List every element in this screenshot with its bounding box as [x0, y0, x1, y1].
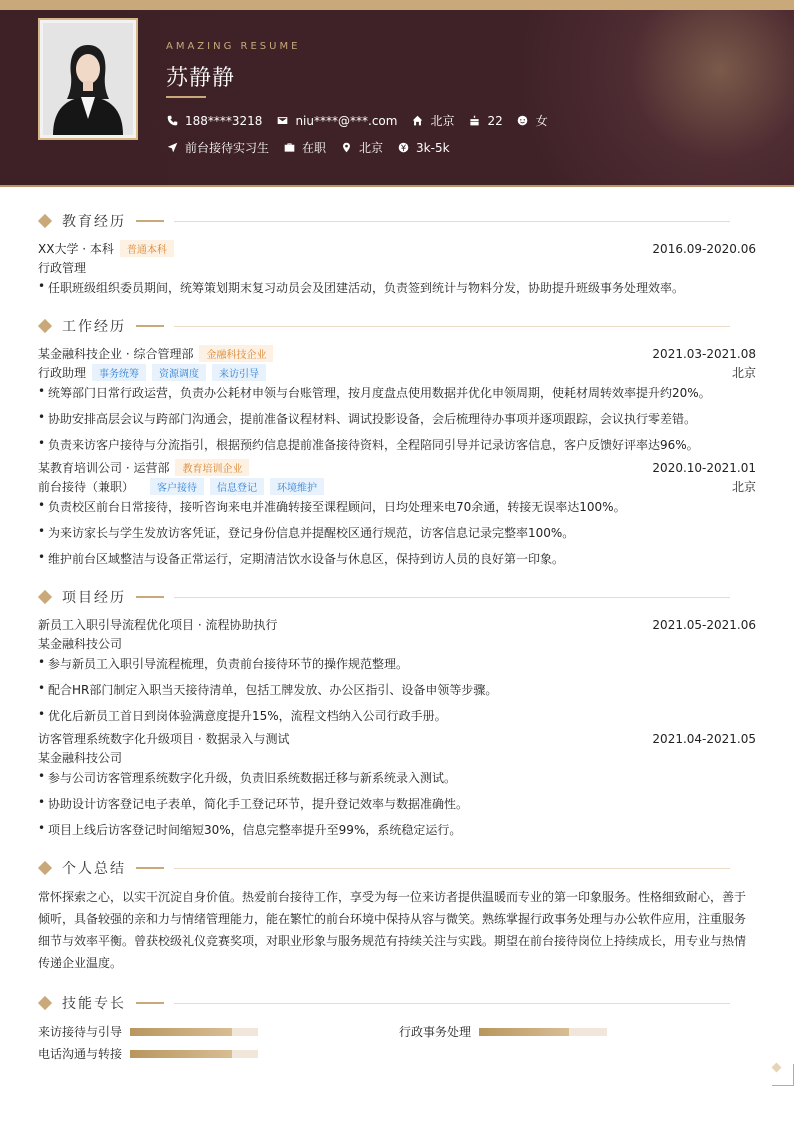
skill-name: 行政事务处理: [399, 1025, 472, 1039]
project-header: [38, 730, 756, 747]
project-title: 新员工入职引导流程优化项目 · 流程协助执行: [38, 618, 278, 632]
skill-tag: 来访引导: [212, 364, 266, 381]
skill-bar-fill: [130, 1028, 232, 1036]
title-divider-line: [174, 326, 730, 327]
section-label: 技能专长: [62, 996, 126, 1012]
title-divider-line: [174, 597, 730, 598]
work-city: 北京: [731, 480, 756, 494]
section-label: 教育经历: [62, 214, 126, 230]
section-label: 个人总结: [62, 861, 126, 877]
title-divider-line: [174, 1003, 730, 1004]
work-role-row: [38, 478, 756, 495]
intent-text: 在职: [302, 141, 327, 155]
project-title: 访客管理系统数字化升级项目 · 数据录入与测试: [38, 732, 290, 746]
contact-phone[interactable]: [166, 114, 262, 128]
work-role-row: [38, 364, 756, 381]
skill-item: [38, 1045, 258, 1062]
company-name: 某教育培训公司 · 运营部: [38, 461, 170, 475]
mail-icon: [276, 115, 288, 127]
diamond-icon: [38, 996, 52, 1010]
list-item: • 负责校区前台日常接待，接听咨询来电并准确转接至课程顾问，日均处理来电70余通，转接无误率达100%。: [38, 498, 626, 514]
work-city: 北京: [731, 366, 756, 380]
gender-icon: [517, 115, 529, 127]
section-title-skills: [38, 994, 730, 1012]
list-item: • 协助安排高层会议与跨部门沟通会，提前准备议程材料、调试投影设备，会后梳理待办事项并逐项跟踪，会议执行零差错。: [38, 410, 697, 426]
section-label: 工作经历: [62, 319, 126, 335]
list-item: • 参与公司访客管理系统数字化升级，负责旧系统数据迁移与新系统录入测试。: [38, 769, 457, 785]
list-item: • 维护前台区域整洁与设备正常运行，定期清洁饮水设备与休息区，保持到访人员的良好第一印象。: [38, 550, 565, 566]
list-item: • 项目上线后访客登记时间缩短30%，信息完整率提升至99%，系统稳定运行。: [38, 821, 462, 837]
list-item: • 任职班级组织委员期间，统筹策划期末复习动员会及团建活动，负责签到统计与物料分发，协助提升班级事务处理效率。: [38, 279, 685, 295]
name-underline: [166, 96, 206, 98]
section-title-project: [38, 588, 730, 606]
intent-status: [283, 139, 326, 156]
profile-photo: [38, 18, 138, 140]
list-item: • 统筹部门日常行政运营，负责办公耗材申领与台账管理，按月度盘点使用数据并优化申领周期，使耗材周转效率提升约20%。: [38, 384, 711, 400]
skill-name: 来访接待与引导: [38, 1025, 123, 1039]
skill-bar-fill: [130, 1050, 232, 1058]
contact-email[interactable]: [276, 114, 397, 128]
skill-item: [399, 1023, 607, 1040]
role: 前台接待（兼职）: [38, 480, 135, 494]
send-icon: [166, 142, 178, 154]
title-accent-line: [136, 867, 164, 869]
contact-text: 北京: [430, 114, 455, 128]
candidate-name: 苏静静: [166, 66, 236, 91]
major: 行政管理: [38, 261, 87, 275]
list-item: • 优化后新员工首日到岗体验满意度提升15%，流程文档纳入公司行政手册。: [38, 707, 447, 723]
skill-tag: 客户接待: [150, 478, 204, 495]
work-header: [38, 345, 756, 362]
project-org: 某金融科技公司: [38, 751, 123, 765]
skill-tag: 环境维护: [270, 478, 324, 495]
title-accent-line: [136, 596, 164, 598]
project-date: 2021.05-2021.06: [652, 617, 756, 632]
list-item: • 参与新员工入职引导流程梳理，负责前台接待环节的操作规范整理。: [38, 655, 409, 671]
education-date: 2016.09-2020.06: [652, 241, 756, 256]
diamond-icon: [38, 861, 52, 875]
resume-tagline: AMAZING RESUME: [166, 41, 301, 52]
header-divider: [0, 185, 794, 187]
title-divider-line: [174, 868, 730, 869]
portrait-illustration: [43, 23, 133, 135]
contact-text: niu****@***.com: [295, 113, 398, 128]
intent-text: 前台接待实习生: [185, 141, 270, 155]
school-name: XX大学 · 本科: [38, 242, 114, 256]
project-org: 某金融科技公司: [38, 637, 123, 651]
list-item: • 配合HR部门制定入职当天接待清单，包括工牌发放、办公区指引、设备申领等步骤。: [38, 681, 498, 697]
work-date: 2020.10-2021.01: [652, 460, 756, 475]
company-tag: 金融科技企业: [199, 345, 273, 362]
intent-position: [166, 139, 269, 156]
school-tag: 普通本科: [120, 240, 174, 257]
skill-tag: 资源调度: [152, 364, 206, 381]
intent-text: 北京: [359, 141, 384, 155]
section-label: 项目经历: [62, 590, 126, 606]
skill-bar: [479, 1028, 607, 1036]
skill-bar-fill: [479, 1028, 569, 1036]
education-header: [38, 240, 756, 257]
diamond-icon: [38, 590, 52, 604]
project-org-row: [38, 635, 756, 652]
list-item: • 负责来访客户接待与分流指引，根据预约信息提前准备接待资料，全程陪同引导并记录访客信息，客户反馈好评率达96%。: [38, 436, 699, 452]
cake-icon: [468, 115, 480, 127]
contact-gender: [517, 112, 548, 129]
diamond-icon: [38, 319, 52, 333]
location-icon: [340, 142, 352, 154]
title-accent-line: [136, 325, 164, 327]
work-header: [38, 459, 756, 476]
intent-text: 3k-5k: [416, 140, 450, 155]
section-title-work: [38, 317, 730, 335]
contact-text: 22: [487, 113, 503, 128]
skill-bar: [130, 1050, 258, 1058]
salary-icon: [397, 142, 409, 154]
avatar: [43, 23, 133, 135]
section-title-summary: [38, 859, 730, 877]
title-accent-line: [136, 1002, 164, 1004]
list-item: • 协助设计访客登记电子表单，简化手工登记环节，提升登记效率与数据准确性。: [38, 795, 469, 811]
project-date: 2021.04-2021.05: [652, 731, 756, 746]
briefcase-icon: [283, 142, 295, 154]
intent-city: [340, 139, 383, 156]
contact-text: 188****3218: [185, 113, 263, 128]
skill-tag: 事务统筹: [92, 364, 146, 381]
education-major-row: [38, 259, 756, 276]
company-tag: 教育培训企业: [175, 459, 249, 476]
summary-text: 常怀探索之心，以实干沉淀自身价值。热爱前台接待工作，享受为每一位来访者提供温暖而专业的第一印象服务。性格细致耐心，善于倾听，具备较强的亲和力与情绪管理能力，能在繁忙的前台环境中保持从容与微笑。熟练掌握行政事务处理与办公软件应用，注重服务细节与效率平衡。曾获校级礼仪竞赛奖项，对职业形象与服务规范有持续关注与实践。期望在前台接待岗位上持续成长，用专业与热情传递企业温度。: [38, 890, 747, 970]
home-icon: [411, 115, 423, 127]
skill-tag: 信息登记: [210, 478, 264, 495]
contact-home: [411, 112, 454, 129]
job-intent-row: [166, 139, 464, 156]
project-header: [38, 616, 756, 633]
company-name: 某金融科技企业 · 综合管理部: [38, 347, 194, 361]
skill-item: [38, 1023, 258, 1040]
skill-name: 电话沟通与转接: [38, 1047, 123, 1061]
diamond-icon: [38, 214, 52, 228]
contact-row: [166, 112, 562, 129]
project-org-row: [38, 749, 756, 766]
contact-age: [468, 114, 502, 128]
work-date: 2021.03-2021.08: [652, 346, 756, 361]
top-accent-bar: [0, 0, 794, 10]
role: 行政助理: [38, 366, 87, 380]
title-accent-line: [136, 220, 164, 222]
list-item: • 为来访家长与学生发放访客凭证，登记身份信息并提醒校区通行规范，访客信息记录完整率100%。: [38, 524, 575, 540]
contact-text: 女: [535, 114, 548, 128]
intent-salary: [397, 141, 450, 155]
phone-icon: [166, 115, 178, 127]
title-divider-line: [174, 221, 730, 222]
section-title-education: [38, 212, 730, 230]
skill-bar: [130, 1028, 258, 1036]
